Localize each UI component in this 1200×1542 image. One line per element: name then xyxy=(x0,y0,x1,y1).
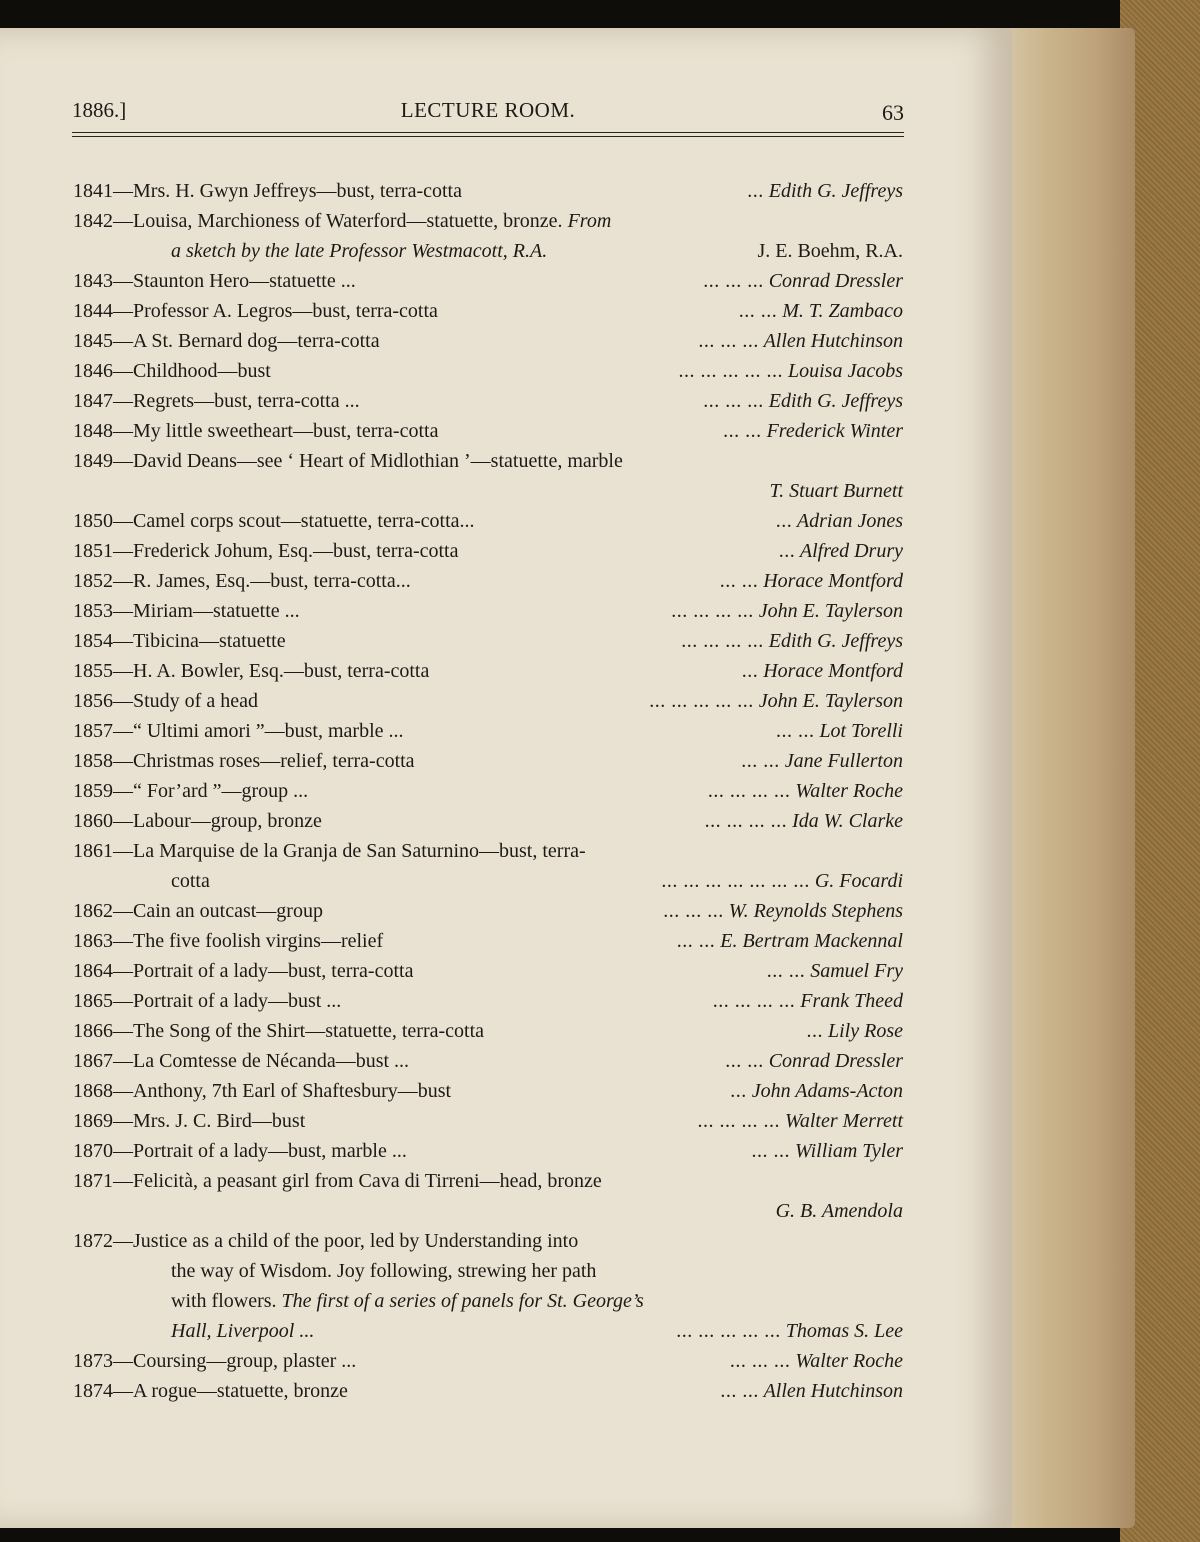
entry-title: —Camel corps scout—statuette, terra-cotta... xyxy=(113,510,475,532)
catalogue-entry xyxy=(73,1226,903,1346)
catalogue-entry xyxy=(73,776,903,806)
entry-title: —Childhood—bust xyxy=(113,360,271,382)
entry-title: —Christmas roses—relief, terra-cotta xyxy=(113,750,415,772)
entry-title: —Louisa, Marchioness of Waterford—statuette, bronze. xyxy=(113,210,563,232)
entry-number: 1861 xyxy=(73,840,113,862)
entry-number: 1850 xyxy=(73,510,113,532)
entry-title: —La Marquise de la Granja de San Saturnino—bust, terra- xyxy=(113,840,586,862)
entry-artist: Alfred Drury xyxy=(799,540,903,562)
entry-artist: W. Reynolds Stephens xyxy=(728,900,903,922)
entry-title: —Tibicina—statuette xyxy=(113,630,286,652)
catalogue-entry xyxy=(73,806,903,836)
entry-artist: Edith G. Jeffreys xyxy=(768,390,903,412)
catalogue-entry xyxy=(73,926,903,956)
entry-title: —Mrs. H. Gwyn Jeffreys—bust, terra-cotta xyxy=(113,180,462,202)
entry-title: —“ For’ard ”—group ... xyxy=(113,780,309,802)
catalogue-entry xyxy=(73,566,903,596)
entry-artist: Ida W. Clarke xyxy=(792,810,903,832)
entry-title: —Portrait of a lady—bust, marble ... xyxy=(113,1140,407,1162)
leader-dots: ... ... xyxy=(719,570,759,592)
entry-artist: Horace Montford xyxy=(763,570,903,592)
entry-number: 1841 xyxy=(73,180,113,202)
leader-dots: ... xyxy=(806,1020,823,1042)
entry-title: —Justice as a child of the poor, led by Understanding into xyxy=(113,1230,579,1252)
entry-title: —A St. Bernard dog—terra-cotta xyxy=(113,330,380,352)
catalogue-entry xyxy=(73,596,903,626)
entry-title: —The five foolish virgins—relief xyxy=(113,930,384,952)
entry-number: 1859 xyxy=(73,780,113,802)
entry-title: —Felicità, a peasant girl from Cava di Tirreni—head, bronze xyxy=(113,1170,602,1192)
entry-title: —Study of a head xyxy=(113,690,258,712)
running-head-title: LECTURE ROOM. xyxy=(400,98,576,122)
entry-title: —R. James, Esq.—bust, terra-cotta... xyxy=(113,570,411,592)
entry-number: 1867 xyxy=(73,1050,113,1072)
entry-number: 1863 xyxy=(73,930,113,952)
entry-number: 1845 xyxy=(73,330,113,352)
catalogue-entry xyxy=(73,1376,903,1406)
entry-number: 1848 xyxy=(73,420,113,442)
leader-dots: ... ... ... xyxy=(729,1350,791,1372)
leader-dots: ... ... ... ... xyxy=(681,630,764,652)
entry-title: —Anthony, 7th Earl of Shaftesbury—bust xyxy=(113,1080,452,1102)
entry-artist: William Tyler xyxy=(795,1140,903,1162)
entry-title: —My little sweetheart—bust, terra-cotta xyxy=(113,420,439,442)
leader-dots: ... ... xyxy=(738,300,778,322)
catalogue-entries xyxy=(73,176,903,1406)
catalogue-entry xyxy=(73,896,903,926)
entry-artist: G. Focardi xyxy=(814,870,903,892)
entry-artist: Frank Theed xyxy=(800,990,903,1012)
entry-artist: Allen Hutchinson xyxy=(763,330,903,352)
entry-number: 1865 xyxy=(73,990,113,1012)
catalogue-entry xyxy=(73,1106,903,1136)
running-head-year: 1886.] xyxy=(72,98,127,122)
entry-artist: Conrad Dressler xyxy=(768,270,903,292)
header-rule xyxy=(72,136,904,137)
entry-title: —David Deans—see ‘ Heart of Midlothian ’—statuette, marble xyxy=(113,450,623,472)
entry-artist: Lily Rose xyxy=(828,1020,903,1042)
catalogue-entry xyxy=(73,656,903,686)
entry-number: 1862 xyxy=(73,900,113,922)
entry-number: 1869 xyxy=(73,1110,113,1132)
catalogue-entry xyxy=(73,986,903,1016)
entry-title: —Labour—group, bronze xyxy=(113,810,322,832)
entry-number: 1857 xyxy=(73,720,113,742)
leader-dots: ... ... ... ... ... xyxy=(678,360,783,382)
page-block-edge xyxy=(1005,28,1135,1528)
entry-artist: Frederick Winter xyxy=(766,420,903,442)
entry-number: 1870 xyxy=(73,1140,113,1162)
leader-dots: ... ... xyxy=(766,960,806,982)
catalogue-entry xyxy=(73,626,903,656)
leader-dots: ... ... xyxy=(723,420,762,442)
leader-dots: ... ... ... xyxy=(703,270,764,292)
entry-artist: J. E. Boehm, R.A. xyxy=(757,240,903,262)
entry-note: a sketch by the late Professor Westmacott, R.A. xyxy=(171,240,548,262)
entry-number: 1871 xyxy=(73,1170,113,1192)
entry-note: The first of a series of panels for St. George’s xyxy=(281,1290,644,1312)
running-head xyxy=(72,98,904,128)
entry-artist: Edith G. Jeffreys xyxy=(768,180,903,202)
catalogue-entry xyxy=(73,1076,903,1106)
catalogue-entry xyxy=(73,536,903,566)
leader-dots: ... ... ... ... xyxy=(712,990,796,1012)
leader-dots: ... ... xyxy=(720,1380,759,1402)
entry-title: —A rogue—statuette, bronze xyxy=(113,1380,348,1402)
entry-artist: Lot Torelli xyxy=(819,720,903,742)
entry-number: 1853 xyxy=(73,600,113,622)
catalogue-entry xyxy=(73,1016,903,1046)
entry-artist: Thomas S. Lee xyxy=(785,1320,903,1342)
entry-title: —Portrait of a lady—bust, terra-cotta xyxy=(113,960,414,982)
leader-dots: ... xyxy=(741,660,759,682)
catalogue-entry xyxy=(73,686,903,716)
header-rule xyxy=(72,132,904,133)
entry-title: —H. A. Bowler, Esq.—bust, terra-cotta xyxy=(113,660,430,682)
leader-dots: ... xyxy=(747,180,764,202)
leader-dots: ... ... xyxy=(676,930,716,952)
catalogue-entry xyxy=(73,326,903,356)
entry-number: 1852 xyxy=(73,570,113,592)
entry-artist: M. T. Zambaco xyxy=(782,300,903,322)
entry-artist: Conrad Dressler xyxy=(768,1050,903,1072)
entry-number: 1844 xyxy=(73,300,113,322)
entry-title-continued: the way of Wisdom. Joy following, strewing her path xyxy=(171,1260,597,1282)
entry-artist: G. B. Amendola xyxy=(775,1200,903,1222)
entry-title-continued: with flowers. xyxy=(171,1290,277,1312)
catalogue-entry xyxy=(73,266,903,296)
leader-dots: ... ... xyxy=(725,1050,764,1072)
entry-number: 1868 xyxy=(73,1080,113,1102)
leader-dots: ... ... ... ... ... xyxy=(649,690,754,712)
leader-dots: ... ... ... ... xyxy=(704,810,788,832)
entry-number: 1847 xyxy=(73,390,113,412)
leader-dots: ... ... ... ... ... ... ... xyxy=(661,870,810,892)
leader-dots: ... ... ... ... ... xyxy=(676,1320,781,1342)
catalogue-entry xyxy=(73,356,903,386)
entry-artist: Horace Montford xyxy=(763,660,903,682)
entry-number: 1872 xyxy=(73,1230,113,1252)
entry-title-continued: cotta xyxy=(171,870,210,892)
entry-artist: Jane Fullerton xyxy=(784,750,903,772)
entry-artist: Walter Merrett xyxy=(785,1110,903,1132)
leader-dots: ... ... ... xyxy=(698,330,759,352)
entry-title: —Miriam—statuette ... xyxy=(113,600,300,622)
catalogue-entry xyxy=(73,416,903,446)
catalogue-entry xyxy=(73,1046,903,1076)
entry-number: 1866 xyxy=(73,1020,113,1042)
entry-number: 1856 xyxy=(73,690,113,712)
catalogue-entry xyxy=(73,506,903,536)
entry-number: 1855 xyxy=(73,660,113,682)
leader-dots: ... ... ... xyxy=(663,900,724,922)
catalogue-entry xyxy=(73,836,903,896)
leader-dots: ... ... xyxy=(775,720,815,742)
leader-dots: ... ... ... ... xyxy=(671,600,754,622)
leader-dots: ... ... ... ... xyxy=(707,780,791,802)
entry-artist: Walter Roche xyxy=(795,780,903,802)
catalogue-entry xyxy=(73,1346,903,1376)
entry-title: —The Song of the Shirt—statuette, terra-cotta xyxy=(113,1020,485,1042)
leader-dots: ... ... ... ... xyxy=(697,1110,781,1132)
entry-title: —Regrets—bust, terra-cotta ... xyxy=(113,390,360,412)
entry-title: —La Comtesse de Nécanda—bust ... xyxy=(113,1050,410,1072)
catalogue-entry xyxy=(73,716,903,746)
entry-number: 1864 xyxy=(73,960,113,982)
entry-note: Hall, Liverpool ... xyxy=(171,1320,315,1342)
entry-title: —“ Ultimi amori ”—bust, marble ... xyxy=(113,720,404,742)
entry-artist: T. Stuart Burnett xyxy=(769,480,903,502)
entry-artist: John E. Taylerson xyxy=(758,690,903,712)
entry-number: 1842 xyxy=(73,210,113,232)
leader-dots: ... ... xyxy=(751,1140,791,1162)
catalogue-entry xyxy=(73,206,903,266)
catalogue-entry xyxy=(73,176,903,206)
entry-number: 1860 xyxy=(73,810,113,832)
entry-artist: John Adams-Acton xyxy=(751,1080,903,1102)
catalogue-entry xyxy=(73,956,903,986)
leader-dots: ... xyxy=(730,1080,747,1102)
catalogue-entry xyxy=(73,1166,903,1226)
entry-title: —Mrs. J. C. Bird—bust xyxy=(113,1110,306,1132)
catalogue-entry xyxy=(73,1136,903,1166)
entry-artist: Edith G. Jeffreys xyxy=(768,630,903,652)
entry-artist: Walter Roche xyxy=(795,1350,903,1372)
entry-number: 1851 xyxy=(73,540,113,562)
entry-artist: Allen Hutchinson xyxy=(763,1380,903,1402)
entry-artist: E. Bertram Mackennal xyxy=(720,930,903,952)
leader-dots: ... ... xyxy=(741,750,780,772)
entry-number: 1843 xyxy=(73,270,113,292)
leader-dots: ... ... ... xyxy=(703,390,764,412)
catalogue-entry xyxy=(73,446,903,506)
entry-title: —Staunton Hero—statuette ... xyxy=(113,270,356,292)
entry-artist: Louisa Jacobs xyxy=(788,360,903,382)
entry-number: 1874 xyxy=(73,1380,113,1402)
entry-number: 1858 xyxy=(73,750,113,772)
catalogue-entry xyxy=(73,746,903,776)
entry-artist: Adrian Jones xyxy=(796,510,903,532)
entry-number: 1846 xyxy=(73,360,113,382)
entry-title: —Frederick Johum, Esq.—bust, terra-cotta xyxy=(113,540,459,562)
page-number: 63 xyxy=(882,100,904,125)
leader-dots: ... xyxy=(778,540,796,562)
entry-note: From xyxy=(567,210,612,232)
entry-artist: John E. Taylerson xyxy=(758,600,903,622)
entry-title: —Coursing—group, plaster ... xyxy=(113,1350,357,1372)
entry-number: 1849 xyxy=(73,450,113,472)
catalogue-entry xyxy=(73,296,903,326)
leader-dots: ... xyxy=(775,510,793,532)
entry-number: 1873 xyxy=(73,1350,113,1372)
entry-artist: Samuel Fry xyxy=(810,960,903,982)
catalogue-entry xyxy=(73,386,903,416)
entry-number: 1854 xyxy=(73,630,113,652)
entry-title: —Professor A. Legros—bust, terra-cotta xyxy=(113,300,438,322)
entry-title: —Portrait of a lady—bust ... xyxy=(113,990,342,1012)
entry-title: —Cain an outcast—group xyxy=(113,900,323,922)
